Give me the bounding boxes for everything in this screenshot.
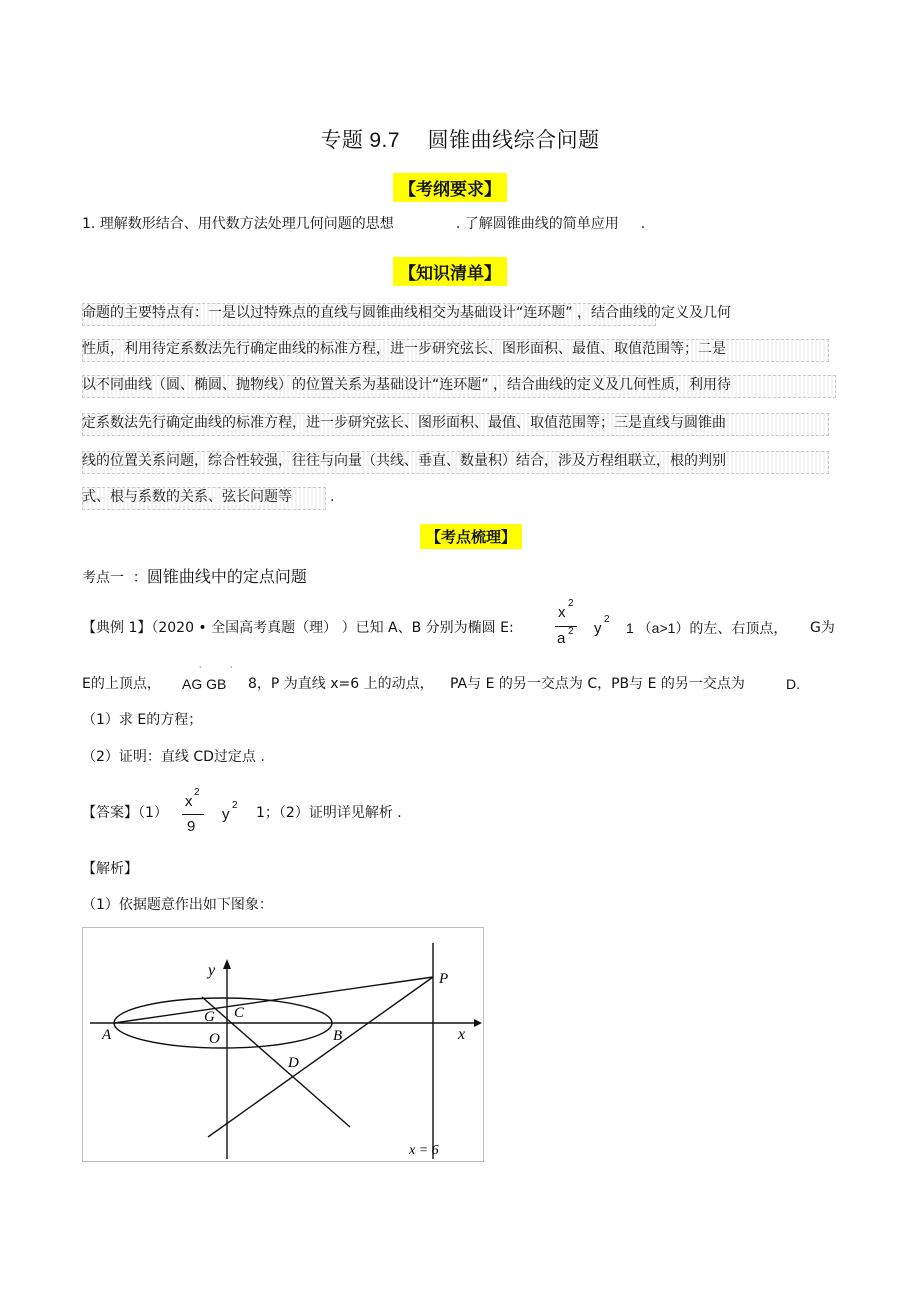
label-O: O (209, 1031, 220, 1047)
title-text: 圆锥曲线综合问题 (427, 128, 600, 152)
question-2: （2）证明：直线 CD过定点 . (82, 749, 265, 765)
label-y: y (208, 962, 216, 979)
example-line2-b: 8，P 为直线 x=6 上的动点， (248, 676, 434, 692)
requirement-end: . (640, 216, 646, 232)
knowledge-line-5: 线的位置关系问题，综合性较强，往往与向量（共线、垂直、数量积）结合，涉及方程组联立，根的判别 (82, 453, 726, 469)
section-kaogang: 【考纲要求】 (393, 173, 507, 202)
knowledge-end: . (330, 489, 335, 505)
frac-numerator: x (558, 604, 566, 621)
section-zhishi: 【知识清单】 (393, 257, 507, 286)
ellipse-figure (82, 927, 484, 1162)
y-exp: 2 (604, 614, 610, 625)
question-1: （1）求 E的方程； (82, 712, 203, 728)
frac-denominator: a (557, 630, 566, 647)
label-C: C (234, 1005, 245, 1021)
example-line2-a: E的上顶点， (82, 676, 161, 692)
example-line2-c: PA与 E 的另一交点为 C，PB与 E 的另一交点为 (450, 676, 745, 692)
label-A: A (102, 1027, 112, 1043)
requirement-text (82, 214, 645, 234)
title-prefix: 专题 (320, 128, 364, 152)
answer-y-exp: 2 (232, 800, 238, 811)
label-D: D (288, 1055, 299, 1071)
answer-frac-num-exp: 2 (194, 787, 200, 798)
answer-lead: 【答案】（1） (82, 805, 168, 821)
page-title (0, 124, 920, 154)
frac-num-exp: 2 (568, 598, 574, 609)
answer-frac-den: 9 (187, 818, 196, 835)
example-lead: 【典例 1】（2020 • 全国高考真题（理） ）已知 A、B 分别为椭圆 E: (82, 620, 514, 636)
kaodian-heading (82, 564, 307, 587)
kaodian-title: 圆锥曲线中的定点问题 (146, 567, 307, 586)
kaodian-colon: ： (132, 570, 147, 586)
label-B: B (333, 1028, 343, 1044)
answer-fraction-bar (182, 814, 204, 815)
label-x-equals-6: x = 6 (409, 1143, 439, 1158)
knowledge-line-3: 以不同曲线（圆、椭圆、抛物线）的位置关系为基础设计“连环题” ，结合曲线的定义及几何性质，利用待 (82, 377, 731, 393)
knowledge-line-4: 定系数法先行确定曲线的标准方程，进一步研究弦长、图形面积、最值、取值范围等；三是直线与圆锥曲 (82, 415, 726, 431)
answer-frac-num: x (185, 793, 193, 810)
section-kaodian: 【考点梳理】 (420, 524, 522, 549)
answer-rest: 1；（2）证明详见解析 . (256, 805, 402, 821)
example-eq-rest: 1 （a>1）的左、右顶点， (626, 620, 788, 636)
y-term: y (594, 620, 602, 637)
example-line2-d: D. (786, 676, 800, 692)
analysis-label: 【解析】 (82, 861, 138, 877)
example-G: G为 (810, 620, 835, 636)
requirement-part-b: . 了解圆锥曲线的简单应用 (455, 216, 619, 232)
knowledge-line-1: 命题的主要特点有：一是以过特殊点的直线与圆锥曲线相交为基础设计“连环题” ，结合曲线的定义及几何 (82, 305, 731, 321)
frac-den-exp: 2 (568, 626, 574, 637)
title-number: 9.7 (369, 129, 401, 152)
label-G: G (204, 1009, 215, 1025)
label-P: P (439, 971, 449, 987)
step-1: （1）依据题意作出如下图象： (82, 897, 273, 913)
knowledge-line-6: 式、根与系数的关系、弦长问题等 (82, 489, 292, 505)
label-x: x (458, 1026, 466, 1043)
vector-product: AG GB (182, 676, 227, 692)
knowledge-line-2: 性质，利用待定系数法先行确定曲线的标准方程，进一步研究弦长、图形面积、最值、取值范围等；二是 (82, 341, 726, 357)
requirement-part-a: 1. 理解数形结合、用代数方法处理几何问题的思想 (82, 216, 394, 232)
answer-y: y (222, 806, 230, 823)
vector-arrows: ˙ ˙ (199, 666, 234, 677)
kaodian-label: 考点一 (82, 570, 124, 586)
